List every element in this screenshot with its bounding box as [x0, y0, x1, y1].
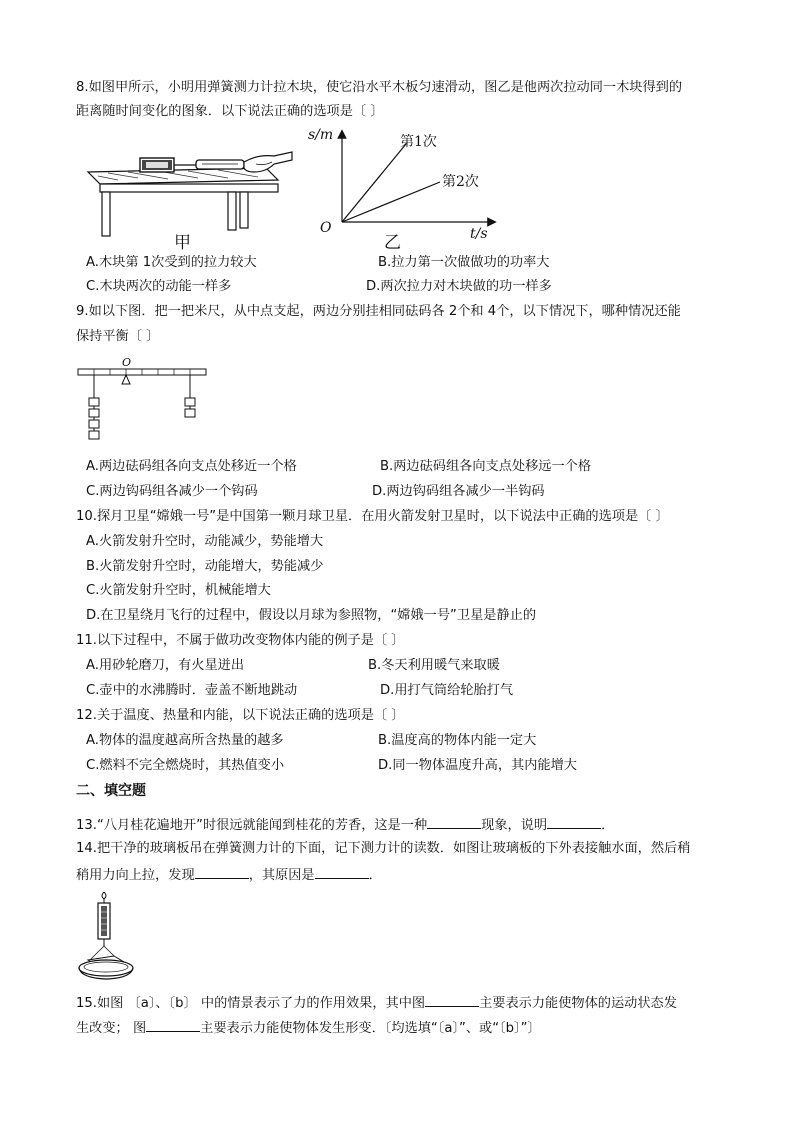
- graph-xlabel: t/s: [470, 226, 488, 242]
- q8-option-b[interactable]: B.拉力第一次做做功的功率大: [378, 255, 550, 270]
- q14-stem-line2: [76, 865, 382, 885]
- section-heading: 二、填空题: [76, 783, 146, 799]
- q13-stem: [76, 815, 614, 835]
- q15-part3: 生改变； 图: [76, 1021, 147, 1036]
- q13-part3: ．: [601, 818, 615, 833]
- q8-option-a[interactable]: A.木块第 1次受到的拉力较大: [86, 255, 257, 270]
- q15-part4: 主要表示力能使物体发生形变．〔均选填“〔a〕”、或“〔b〕”〕: [200, 1021, 541, 1036]
- q14-blank-1[interactable]: [195, 865, 249, 879]
- q8-fig-yi-label: 乙: [384, 233, 401, 252]
- q11-option-b[interactable]: B.冬天利用暖气来取暖: [368, 658, 500, 673]
- q13-part2: 现象，说明: [481, 818, 548, 833]
- q9-stem-line2: 保持平衡〔 〕: [76, 329, 160, 344]
- q14-stem-line1: 14.把干净的玻璃板吊在弹簧测力计的下面，记下测力计的读数．如图让玻璃板的下外表接触水面，然后稍: [76, 841, 691, 856]
- q8-stem-line1: 8.如图甲所示，小明用弹簧测力计拉木块，使它沿水平木板匀速滑动，图乙是他两次拉动同一木块得到的: [76, 80, 683, 95]
- q12-stem: 12.关于温度、热量和内能，以下说法正确的选项是〔 〕: [76, 708, 405, 723]
- q10-option-c[interactable]: C.火箭发射升空时，机械能增大: [86, 583, 271, 598]
- q11-stem: 11.以下过程中，不属于做功改变物体内能的例子是〔 〕: [76, 633, 405, 648]
- q13-part1: 13.“八月桂花遍地开”时很远就能闻到桂花的芳香，这是一种: [76, 818, 428, 833]
- graph-ylabel: s/m: [308, 127, 334, 143]
- q8-fig-jia-label: 甲: [174, 233, 191, 250]
- series-label-1: 第1次: [400, 134, 437, 150]
- q13-blank-2[interactable]: [547, 815, 601, 829]
- q8-figure-yi: [306, 124, 506, 252]
- q14-blank-2[interactable]: [315, 865, 369, 879]
- q9-lever-figure: [76, 354, 216, 450]
- q15-blank-2[interactable]: [146, 1018, 200, 1032]
- q11-option-d[interactable]: D.用打气筒给轮胎打气: [380, 683, 514, 698]
- q8-option-c[interactable]: C.木块两次的动能一样多: [86, 279, 232, 294]
- q10-option-b[interactable]: B.火箭发射升空时，动能增大，势能减少: [86, 559, 324, 574]
- q10-option-a[interactable]: A.火箭发射升空时，动能减少，势能增大: [86, 534, 324, 549]
- q14-part2: ，其原因是: [248, 868, 315, 883]
- q14-part1: 稍用力向上拉，发现: [76, 868, 195, 883]
- q15-blank-1[interactable]: [425, 993, 479, 1007]
- q12-option-d[interactable]: D.同一物体温度升高，其内能增大: [378, 758, 577, 773]
- q9-option-c[interactable]: C.两边钩码组各减少一个钩码: [86, 484, 258, 499]
- q9-option-b[interactable]: B.两边砝码组各向支点处移远一个格: [380, 459, 592, 474]
- graph-origin: O: [320, 220, 332, 236]
- q10-stem: 10.探月卫星“嫦娥一号”是中国第一颗月球卫星．在用火箭发射卫星时，以下说法中正确的选项是〔 〕: [76, 509, 669, 524]
- q10-option-d[interactable]: D.在卫星绕月飞行的过程中，假设以月球为参照物，“嫦娥一号”卫星是静止的: [86, 608, 537, 623]
- q9-stem-line1: 9.如以下图．把一把米尺，从中点支起，两边分别挂相同砝码各 2个和 4个，以下情况下，哪种情况还能: [76, 304, 681, 319]
- q12-option-a[interactable]: A.物体的温度越高所含热量的越多: [86, 733, 284, 748]
- q8-option-d[interactable]: D.两次拉力对木块做的功一样多: [366, 279, 552, 294]
- q8-figure-jia: [78, 128, 300, 250]
- q9-pivot-label: O: [122, 356, 132, 369]
- q15-part2: 主要表示力能使物体的运动状态发: [479, 996, 677, 1011]
- q11-option-c[interactable]: C.壶中的水沸腾时．壶盖不断地跳动: [86, 683, 298, 698]
- q9-option-d[interactable]: D.两边钩码组各减少一半钩码: [372, 484, 545, 499]
- q12-option-b[interactable]: B.温度高的物体内能一定大: [378, 733, 537, 748]
- series-line-1: [342, 144, 406, 222]
- q15-stem-line1: [76, 993, 677, 1013]
- q12-option-c[interactable]: C.燃料不完全燃烧时，其热值变小: [86, 758, 285, 773]
- q14-part3: ．: [368, 868, 382, 883]
- series-line-2: [342, 182, 440, 222]
- q9-option-a[interactable]: A.两边砝码组各向支点处移近一个格: [86, 459, 297, 474]
- q15-part1: 15.如图 〔a〕、〔b〕 中的情景表示了力的作用效果，其中图: [76, 996, 426, 1011]
- q11-option-a[interactable]: A.用砂轮磨刀，有火星迸出: [86, 658, 245, 673]
- q15-stem-line2: [76, 1018, 541, 1038]
- series-label-2: 第2次: [442, 174, 479, 190]
- q14-spring-scale-figure: [74, 890, 144, 984]
- q13-blank-1[interactable]: [427, 815, 481, 829]
- q8-stem-line2: 距离随时间变化的图象．以下说法正确的选项是〔 〕: [76, 104, 384, 119]
